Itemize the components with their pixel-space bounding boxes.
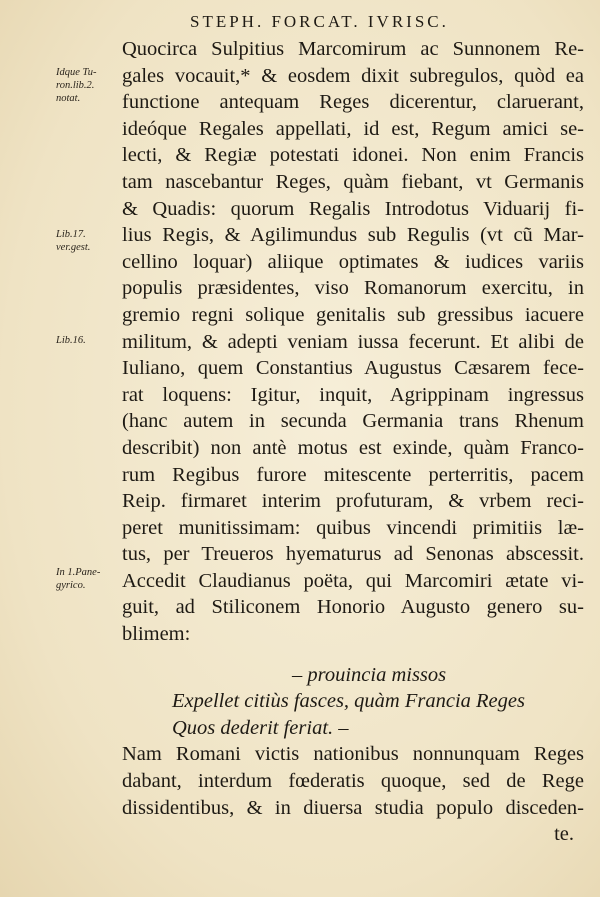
- catchword: te.: [554, 823, 574, 846]
- text-line: & Quadis: quorum Regalis Introdotus Viduarij fi-: [122, 197, 584, 220]
- main-text: [122, 36, 584, 848]
- margin-note-line: notat.: [56, 93, 81, 104]
- margin-note-line: Idque Tu-: [56, 67, 97, 78]
- text-line: Quocirca Sulpitius Marcomirum ac Sunnonem Re-: [122, 38, 584, 60]
- text-line: rum Regibus furore mitescente perterritis, pacem: [122, 463, 584, 486]
- text-line: ideóque Regales appellati, id est, Regum amici se-: [122, 117, 584, 140]
- text-line: dissidentibus, & in diuersa studia populo disceden-: [122, 796, 584, 819]
- text-line: gales vocauit,* & eosdem dixit subregulos, quòd ea: [122, 64, 584, 87]
- margin-note-line: ron.lib.2.: [56, 80, 95, 91]
- text-line: lecti, & Regiæ potestati idonei. Non enim Francis: [122, 144, 584, 167]
- text-line: tam nascebantur Reges, quàm fiebant, vt Germanis: [122, 170, 584, 193]
- verse-line: Quos dederit feriat. –: [172, 716, 349, 739]
- verse-line: – prouincia missos: [292, 663, 447, 686]
- margin-note-line: In 1.Pane-: [56, 567, 101, 578]
- text-line: Nam Romani victis nationibus nonnunquam Reges: [122, 743, 584, 766]
- margin-note-line: Lib.17.: [56, 229, 86, 240]
- margin-note-line: ver.gest.: [56, 242, 91, 253]
- text-line: Reip. firmaret interim profuturam, & vrbem reci-: [122, 490, 584, 513]
- text-line: rat loquens: Igitur, inquit, Agrippinam ingressus: [122, 383, 584, 406]
- text-line: cellino loquar) aliique optimates & iudices variis: [122, 250, 584, 273]
- text-line: Accedit Claudianus poëta, qui Marcomiri ætate vi-: [122, 569, 584, 592]
- verse-line: Expellet citiùs fasces, quàm Francia Reges: [172, 690, 525, 713]
- text-line: dabant, interdum fœderatis quoque, sed de Rege: [122, 770, 584, 793]
- margin-note-line: Lib.16.: [56, 335, 86, 346]
- text-line: (hanc autem in secunda Germania trans Rhenum: [122, 410, 584, 433]
- text-line: gremio regni solique genitalis sub gressibus iacuere: [122, 303, 584, 326]
- text-line: Iuliano, quem Constantius Augustus Cæsarem fece-: [122, 357, 584, 380]
- text-line: guit, ad Stiliconem Honorio Augusto genero su-: [122, 596, 584, 619]
- text-line: populis præsidentes, viso Romanorum exercitu, in: [122, 277, 584, 300]
- text-line: blimem:: [122, 623, 191, 646]
- running-header: STEPH. FORCAT. IVRISC.: [190, 12, 449, 31]
- text-line: lius Regis, & Agilimundus sub Regulis (vt cũ Mar-: [122, 224, 584, 247]
- text-line: functione antequam Reges dicerentur, claruerant,: [122, 91, 584, 114]
- margin-note: [56, 66, 126, 105]
- margin-note: [56, 566, 126, 592]
- text-line: tus, per Treueros hyematurus ad Senonas abscessit.: [122, 543, 584, 566]
- text-line: describit) non antè motus est exinde, quàm Franco-: [122, 436, 584, 459]
- margin-note: [56, 334, 126, 347]
- margin-note: [56, 228, 126, 254]
- margin-note-line: gyrico.: [56, 580, 86, 591]
- text-line: peret munitissimam: quibus vincendi primitiis læ-: [122, 516, 584, 539]
- text-line: militum, & adepti veniam iussa fecerunt. Et alibi de: [122, 330, 584, 353]
